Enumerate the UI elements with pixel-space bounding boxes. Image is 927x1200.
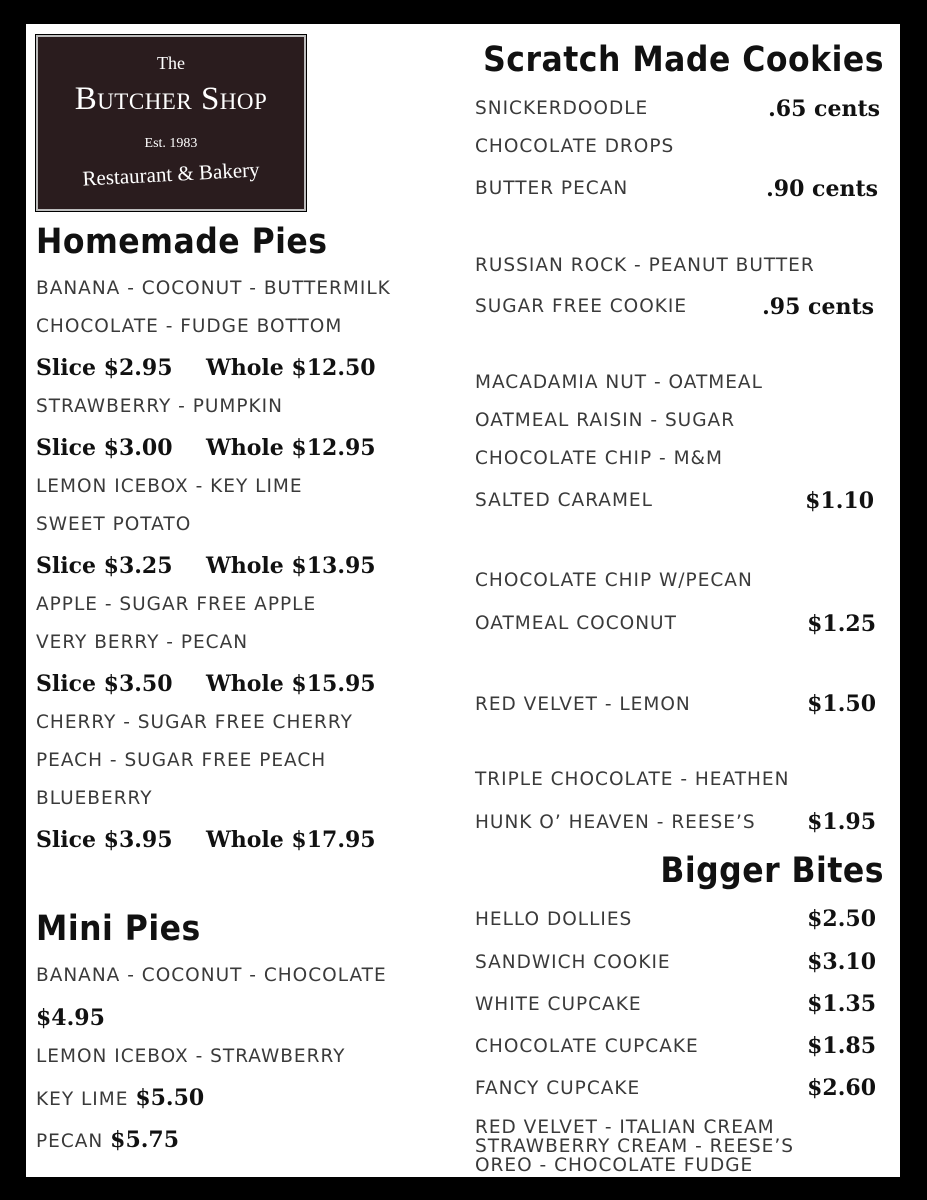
cookie-item: CHOCOLATE DROPS (475, 136, 675, 157)
cookie-price: .65 cents (768, 96, 880, 122)
bigger-bites-price: $2.60 (807, 1075, 876, 1101)
cookie-item: RED VELVET - LEMON (475, 694, 691, 715)
pie-line: APPLE - SUGAR FREE APPLE (36, 594, 317, 615)
cookie-item: OATMEAL RAISIN - SUGAR (475, 410, 736, 431)
pie-line: LEMON ICEBOX - KEY LIME (36, 476, 303, 497)
pie-line: PEACH - SUGAR FREE PEACH (36, 750, 327, 771)
bigger-bites-price: $1.85 (807, 1033, 876, 1059)
cupcake-flavor: RED VELVET - ITALIAN CREAM (475, 1117, 775, 1138)
pie-price-row (36, 356, 376, 380)
cookies-heading: Scratch Made Cookies (483, 40, 884, 80)
pie-line: SWEET POTATO (36, 514, 192, 535)
logo-subtitle: Restaurant & Bakery (81, 157, 261, 191)
logo-the: The (157, 53, 185, 73)
bigger-bites-price: $1.35 (807, 991, 876, 1017)
cookie-item: TRIPLE CHOCOLATE - HEATHEN (475, 769, 790, 790)
mini-pie-price: $5.75 (110, 1127, 180, 1153)
cookie-item: OATMEAL COCONUT (475, 613, 677, 634)
mini-pie-name: PECAN (36, 1131, 104, 1152)
pie-line: CHOCOLATE - FUDGE BOTTOM (36, 316, 343, 337)
mini-pie-line (36, 1129, 179, 1153)
pie-price-row (36, 554, 376, 578)
mini-pie-line: LEMON ICEBOX - STRAWBERRY (36, 1046, 346, 1067)
pie-price-row (36, 436, 376, 460)
mini-pie-price: $5.50 (135, 1085, 205, 1111)
pie-line: BLUEBERRY (36, 788, 153, 809)
cookie-price: .95 cents (762, 294, 874, 320)
cupcake-flavor: OREO - CHOCOLATE FUDGE (475, 1155, 754, 1176)
whole-price: Whole $13.95 (206, 553, 376, 579)
bigger-bites-item: SANDWICH COOKIE (475, 952, 671, 973)
cookie-price: $1.95 (807, 809, 876, 835)
logo-name: Butcher Shop (74, 81, 268, 117)
pie-line: STRAWBERRY - PUMPKIN (36, 396, 283, 417)
cookie-price: $1.50 (807, 691, 876, 717)
mini-pie-line: BANANA - COCONUT - CHOCOLATE (36, 965, 387, 986)
cookie-price: $1.10 (805, 488, 874, 514)
bigger-bites-item: FANCY CUPCAKE (475, 1078, 641, 1099)
pie-price-row (36, 828, 376, 852)
pie-line: CHERRY - SUGAR FREE CHERRY (36, 712, 353, 733)
slice-price: Slice $3.95 (36, 827, 173, 853)
logo (36, 35, 306, 211)
mini-pies-heading: Mini Pies (36, 909, 201, 949)
cookie-item: SALTED CARAMEL (475, 490, 653, 511)
cookie-item: RUSSIAN ROCK - PEANUT BUTTER (475, 255, 815, 276)
menu-page (26, 24, 900, 1177)
bigger-bites-price: $2.50 (807, 906, 876, 932)
mini-pie-price: $4.95 (36, 1005, 105, 1031)
cookie-item: SNICKERDOODLE (475, 98, 649, 119)
cookie-price: $1.25 (807, 611, 876, 637)
bigger-bites-item: CHOCOLATE CUPCAKE (475, 1036, 699, 1057)
slice-price: Slice $3.00 (36, 435, 173, 461)
pie-line: BANANA - COCONUT - BUTTERMILK (36, 278, 391, 299)
bigger-bites-item: HELLO DOLLIES (475, 909, 633, 930)
slice-price: Slice $3.50 (36, 671, 173, 697)
cookie-item: CHOCOLATE CHIP W/PECAN (475, 570, 753, 591)
whole-price: Whole $12.50 (206, 355, 376, 381)
mini-pie-name: KEY LIME (36, 1089, 129, 1110)
whole-price: Whole $17.95 (206, 827, 376, 853)
pie-line: VERY BERRY - PECAN (36, 632, 249, 653)
cookie-item: CHOCOLATE CHIP - M&M (475, 448, 723, 469)
whole-price: Whole $12.95 (206, 435, 376, 461)
cookie-item: HUNK O’ HEAVEN - REESE’S (475, 812, 756, 833)
whole-price: Whole $15.95 (206, 671, 376, 697)
logo-est: Est. 1983 (144, 136, 198, 151)
cookie-item: SUGAR FREE COOKIE (475, 296, 688, 317)
cookie-price: .90 cents (766, 176, 878, 202)
homemade-pies-heading: Homemade Pies (36, 222, 328, 262)
cupcake-flavor: STRAWBERRY CREAM - REESE’S (475, 1136, 794, 1157)
bigger-bites-heading: Bigger Bites (660, 851, 884, 891)
slice-price: Slice $3.25 (36, 553, 173, 579)
pie-price-row (36, 672, 376, 696)
mini-pie-line (36, 1087, 204, 1111)
slice-price: Slice $2.95 (36, 355, 173, 381)
cookie-item: MACADAMIA NUT - OATMEAL (475, 372, 763, 393)
bigger-bites-price: $3.10 (807, 949, 876, 975)
cookie-item: BUTTER PECAN (475, 178, 629, 199)
bigger-bites-item: WHITE CUPCAKE (475, 994, 642, 1015)
